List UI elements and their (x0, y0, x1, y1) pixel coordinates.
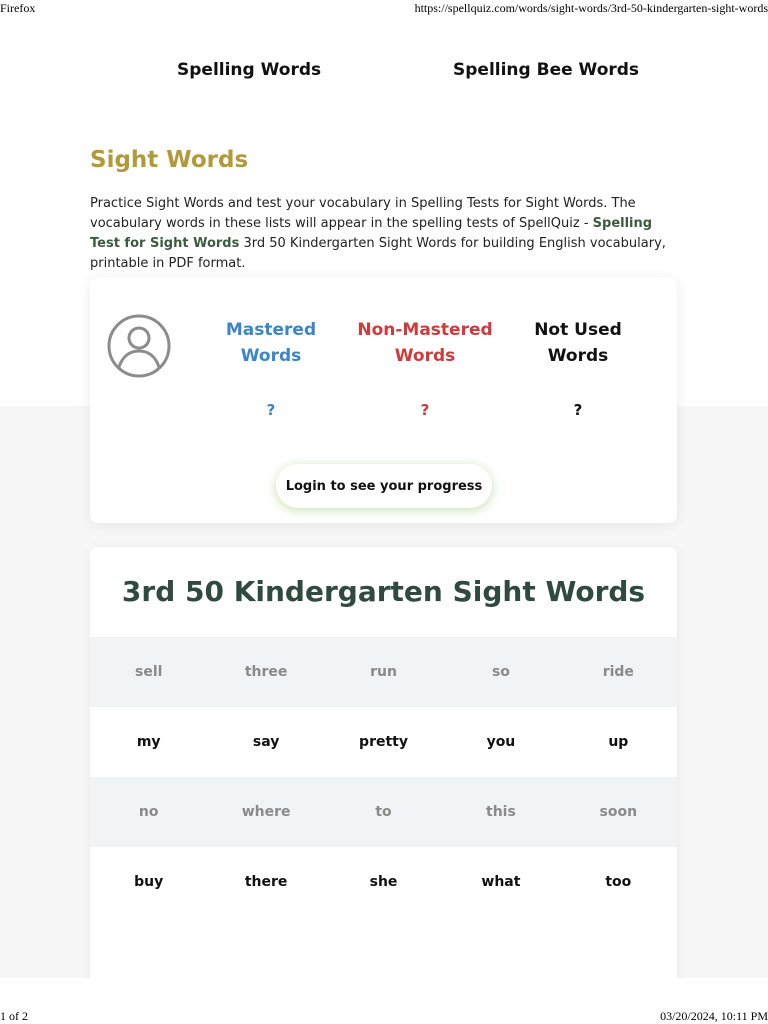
word-cell: three (244, 664, 288, 680)
login-button[interactable]: Login to see your progress (276, 464, 492, 508)
word-cell: my (136, 734, 161, 750)
intro-text: Practice Sight Words and test your vocabulary in Spelling Tests for Sight Words. The vocabulary words in these lists will appear in the spelling tests of SpellQuiz - (90, 196, 636, 231)
word-cell: too (605, 874, 632, 890)
word-cell: ride (602, 664, 634, 680)
spelling-test-link[interactable]: Spelling Test for Sight Words (90, 216, 653, 251)
page-indicator: 1 of 2 (0, 1009, 28, 1023)
page-content (0, 16, 768, 978)
non-mastered-words-count: ? (420, 401, 430, 419)
word-row (90, 847, 677, 917)
word-cell: you (486, 734, 516, 750)
word-cell: sell (134, 664, 163, 680)
word-cell: this (486, 804, 516, 820)
word-cell: pretty (359, 734, 408, 750)
nav-link-spelling-words[interactable]: Spelling Words (177, 60, 322, 80)
print-header (0, 0, 768, 16)
print-timestamp: 03/20/2024, 10:11 PM (660, 1009, 768, 1023)
user-circle-icon (106, 313, 172, 379)
word-cell: no (138, 804, 159, 820)
word-cell: soon (599, 804, 638, 820)
word-cell: where (241, 804, 291, 820)
word-list-card (90, 547, 677, 978)
word-cell: run (370, 664, 397, 680)
word-cell: say (252, 734, 280, 750)
mastered-words-count: ? (266, 401, 276, 419)
non-mastered-words-label: Non-Mastered Words (357, 320, 493, 366)
browser-name: Firefox (0, 1, 36, 15)
word-cell: buy (134, 874, 164, 890)
mastered-words-label: Mastered Words (225, 320, 317, 366)
word-list-title: 3rd 50 Kindergarten Sight Words (121, 575, 646, 608)
word-row (90, 707, 677, 777)
top-nav (0, 60, 768, 84)
intro-paragraph (90, 194, 670, 274)
word-cell: there (244, 874, 288, 890)
not-used-words-count: ? (573, 401, 583, 419)
progress-card (90, 277, 677, 523)
word-cell: so (491, 664, 510, 680)
word-row (90, 637, 677, 707)
word-cell: to (375, 804, 392, 820)
word-row (90, 777, 677, 847)
print-footer (0, 1008, 768, 1024)
intro-after-text: 3rd 50 Kindergarten Sight Words for building English vocabulary, printable in PDF format. (90, 236, 666, 271)
word-cell: what (481, 874, 521, 890)
word-cell: she (369, 874, 398, 890)
word-cell: up (608, 734, 629, 750)
nav-link-spelling-bee-words[interactable]: Spelling Bee Words (453, 60, 640, 80)
section-title: Sight Words (90, 147, 249, 173)
not-used-words-label: Not Used Words (534, 320, 622, 366)
page-url: https://spellquiz.com/words/sight-words/3rd-50-kindergarten-sight-words (414, 1, 768, 15)
